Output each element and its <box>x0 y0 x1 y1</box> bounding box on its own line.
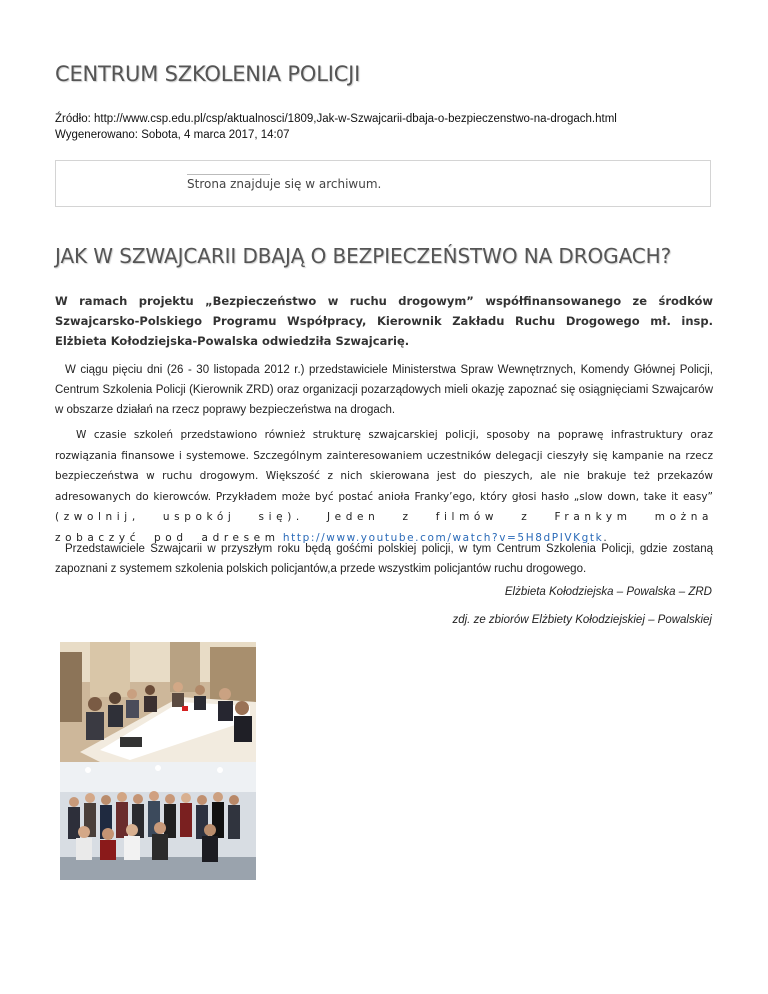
group-photo-image <box>60 762 256 880</box>
group-photo[interactable] <box>60 762 256 880</box>
article-paragraph: Przedstawiciele Szwajcarii w przyszłym roku będą gośćmi polskiej policji, w tym Centrum Szkolenia Policji, gdzie zostaną zapoznani z systemem szkolenia polskich policjantów,a przede wszystkim policjantów ruchu drogowego. <box>55 543 713 575</box>
archive-notice <box>55 160 711 207</box>
generated-date: Wygenerowano: Sobota, 4 marca 2017, 14:07 <box>55 129 290 141</box>
article-lead: W ramach projektu „Bezpieczeństwo w ruchu drogowym” współfinansowanego ze środków Szwajcarsko-Polskiego Programu Współpracy, Kierownik Zakładu Ruchu Drogowego mł. insp. Elżbieta Kołodziejska-Powalska odwiedziła Szwajcarię. <box>55 294 713 348</box>
meeting-photo[interactable] <box>60 642 256 762</box>
article-paragraph <box>55 425 713 549</box>
article-paragraph: W ciągu pięciu dni (26 - 30 listopada 2012 r.) przedstawiciele Ministerstwa Spraw Wewnętrznych, Komendy Głównej Policji, Centrum Szkolenia Policji (Kierownik ZRD) oraz organizacji pozarządowych mieli okazję zapoznać się osiągnięciami Szwajcarów w obszarze działań na rzecz poprawy bezpieczeństwa na drogach. <box>55 364 713 416</box>
link-suffix: . <box>603 531 607 544</box>
meeting-photo-image <box>60 642 256 762</box>
photo-credit: zdj. ze zbiorów Elżbiety Kołodziejskiej – Powalskiej <box>452 614 712 626</box>
source-url: Źródło: http://www.csp.edu.pl/csp/aktualnosci/1809,Jak-w-Szwajcarii-dbaja-o-bezpieczenstwo-na-drogach.html <box>55 113 617 125</box>
youtube-link[interactable]: http://www.youtube.com/watch?v=5H8dPIVKgtk <box>282 531 604 544</box>
site-title: CENTRUM SZKOLENIA POLICJI <box>55 62 361 86</box>
author-signature: Elżbieta Kołodziejska – Powalska – ZRD <box>504 586 712 598</box>
archive-divider <box>187 174 270 175</box>
article-title: JAK W SZWAJCARII DBAJĄ O BEZPIECZEŃSTWO NA DROGACH? <box>55 244 672 268</box>
paragraph-text-spaced: (zwolnij, uspokój się). Jeden z filmów z Frankym można zobaczyć pod adresem <box>55 511 713 544</box>
document-meta <box>55 111 617 143</box>
archive-message: Strona znajduje się w archiwum. <box>187 177 382 191</box>
paragraph-text: W czasie szkoleń przedstawiono również strukturę szwajcarskiej policji, sposoby na poprawę infrastruktury oraz rozwiązania finansowe i systemowe. Szczególnym zainteresowaniem uczestników delegacji cieszyły się kampanie na rzecz bezpieczeństwa w ruchu drogowym. Większość z nich skierowana jest do pieszych, ale nie brakuje też przekazów adresowanych do kierowców. Przykładem może być postać anioła Franky’ego, który głosi hasło „slow down, take it easy” <box>55 429 713 503</box>
